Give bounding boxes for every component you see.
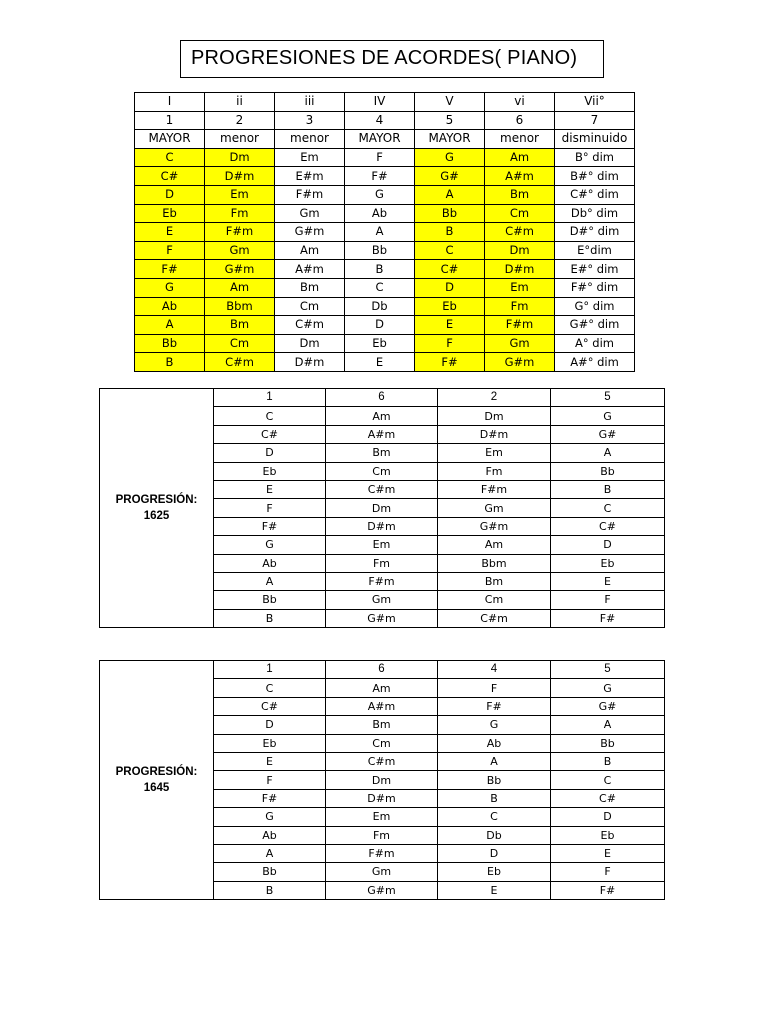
chord-cell: F#m	[275, 185, 345, 204]
table-row	[135, 167, 635, 186]
chord-cell: C	[135, 148, 205, 167]
chord-cell: Cm	[485, 204, 555, 223]
table-row	[135, 260, 635, 279]
chord-cell: Am	[326, 679, 438, 697]
chord-cell: Fm	[485, 297, 555, 316]
chord-cell: E#m	[275, 167, 345, 186]
chord-cell: Gm	[326, 863, 438, 881]
chord-cell: C#	[551, 789, 665, 807]
chord-cell: A#m	[326, 697, 438, 715]
chord-cell: G	[551, 407, 665, 425]
chord-cell: Bb	[214, 591, 326, 609]
chord-cell: Em	[438, 444, 551, 462]
chord-cell: D	[415, 278, 485, 297]
chord-cell: G° dim	[555, 297, 635, 316]
chord-cell: C#	[214, 425, 326, 443]
chord-cell: G#° dim	[555, 316, 635, 335]
progression-label	[100, 661, 214, 900]
chord-cell: E°dim	[555, 241, 635, 260]
chord-cell: Cm	[205, 334, 275, 353]
degree-header-cell: 4	[438, 661, 551, 679]
chord-cell: Gm	[485, 334, 555, 353]
chord-cell: E	[551, 844, 665, 862]
chord-cell: C#	[135, 167, 205, 186]
chord-cell: C#° dim	[555, 185, 635, 204]
chord-cell: Cm	[438, 591, 551, 609]
chord-cell: C	[415, 241, 485, 260]
progression-label-number: 1625	[143, 510, 170, 523]
header-cell: menor	[485, 130, 555, 149]
chord-cell: A#m	[326, 425, 438, 443]
degree-header-cell: 5	[551, 389, 665, 407]
chord-cell: D#m	[485, 260, 555, 279]
chord-cell: Cm	[326, 734, 438, 752]
chord-cell: D#m	[326, 789, 438, 807]
chord-cell: A	[214, 572, 326, 590]
chord-cell: Gm	[326, 591, 438, 609]
chord-cell: E	[214, 752, 326, 770]
chord-cell: Ab	[135, 297, 205, 316]
chord-cell: G#m	[326, 609, 438, 627]
chord-cell: D	[551, 536, 665, 554]
header-cell: 3	[275, 111, 345, 130]
chord-cell: G	[345, 185, 415, 204]
chord-cell: G#m	[485, 353, 555, 372]
chord-cell: A	[135, 316, 205, 335]
chord-cell: G#m	[275, 223, 345, 242]
header-cell: ii	[205, 93, 275, 112]
chord-cell: F#	[345, 167, 415, 186]
chord-cell: D	[214, 716, 326, 734]
degree-header-cell: 1	[214, 389, 326, 407]
chord-cell: Eb	[345, 334, 415, 353]
chord-cell: F#m	[205, 223, 275, 242]
chord-cell: Bb	[214, 863, 326, 881]
chord-cell: E	[415, 316, 485, 335]
chord-cell: Fm	[438, 462, 551, 480]
chord-cell: E	[551, 572, 665, 590]
chord-cell: B	[415, 223, 485, 242]
chord-cell: G	[214, 536, 326, 554]
chord-cell: A	[214, 844, 326, 862]
header-cell: menor	[205, 130, 275, 149]
header-cell: I	[135, 93, 205, 112]
chord-cell: Em	[326, 808, 438, 826]
chord-cell: A	[345, 223, 415, 242]
chord-cell: Bm	[326, 716, 438, 734]
chord-cell: G#	[551, 697, 665, 715]
chord-cell: Am	[275, 241, 345, 260]
header-cell: IV	[345, 93, 415, 112]
chord-cell: Bm	[326, 444, 438, 462]
chord-cell: D#m	[438, 425, 551, 443]
chord-cell: G#	[551, 425, 665, 443]
header-cell: V	[415, 93, 485, 112]
chord-cell: D	[135, 185, 205, 204]
chord-cell: C	[438, 808, 551, 826]
header-cell: MAYOR	[415, 130, 485, 149]
chord-cell: F	[214, 771, 326, 789]
table-row	[135, 185, 635, 204]
chord-cell: F	[438, 679, 551, 697]
chord-cell: G	[135, 278, 205, 297]
chord-cell: Dm	[275, 334, 345, 353]
chord-cell: D	[214, 444, 326, 462]
chord-cell: A	[551, 444, 665, 462]
chord-cell: E	[214, 480, 326, 498]
chord-cell: Eb	[214, 462, 326, 480]
chord-cell: F#° dim	[555, 278, 635, 297]
chord-cell: F#	[551, 881, 665, 899]
chord-cell: Dm	[326, 771, 438, 789]
degree-header-cell: 6	[326, 661, 438, 679]
chord-cell: Bbm	[438, 554, 551, 572]
chord-cell: Am	[205, 278, 275, 297]
chord-cell: C#m	[438, 609, 551, 627]
chord-cell: Eb	[438, 863, 551, 881]
chord-cell: D	[345, 316, 415, 335]
chord-cell: G#m	[438, 517, 551, 535]
chord-cell: F#m	[485, 316, 555, 335]
chord-cell: G	[551, 679, 665, 697]
chord-cell: G#m	[205, 260, 275, 279]
chord-cell: Em	[205, 185, 275, 204]
chord-cell: Fm	[205, 204, 275, 223]
chord-cell: F#m	[326, 572, 438, 590]
chord-cell: F#	[135, 260, 205, 279]
header-row	[100, 389, 665, 407]
chord-cell: Am	[438, 536, 551, 554]
degree-header-cell: 5	[551, 661, 665, 679]
chord-cell: Bbm	[205, 297, 275, 316]
chord-cell: B	[135, 353, 205, 372]
chord-cell: Cm	[326, 462, 438, 480]
chord-cell: Bm	[275, 278, 345, 297]
chord-cell: F	[214, 499, 326, 517]
chord-cell: Bb	[551, 734, 665, 752]
chord-cell: Dm	[326, 499, 438, 517]
chord-cell: A#° dim	[555, 353, 635, 372]
chord-cell: A#m	[485, 167, 555, 186]
chord-cell: Am	[326, 407, 438, 425]
header-row	[135, 130, 635, 149]
chord-cell: B	[438, 789, 551, 807]
chord-cell: Ab	[214, 826, 326, 844]
degree-header-cell: 6	[326, 389, 438, 407]
chord-cell: A	[438, 752, 551, 770]
chord-cell: Gm	[438, 499, 551, 517]
chord-cell: E	[438, 881, 551, 899]
chord-cell: B	[214, 881, 326, 899]
chord-cell: Eb	[415, 297, 485, 316]
chord-cell: D#° dim	[555, 223, 635, 242]
table-row	[135, 148, 635, 167]
chord-cell: Bm	[205, 316, 275, 335]
table-row	[135, 316, 635, 335]
progression-label	[100, 389, 214, 628]
chord-cell: Eb	[135, 204, 205, 223]
table-row	[135, 241, 635, 260]
chord-cell: F#	[438, 697, 551, 715]
header-cell: 2	[205, 111, 275, 130]
chord-cell: E	[345, 353, 415, 372]
chord-cell: E#° dim	[555, 260, 635, 279]
chord-cell: Ab	[438, 734, 551, 752]
chord-cell: C	[551, 771, 665, 789]
chord-cell: D#m	[326, 517, 438, 535]
header-row	[135, 93, 635, 112]
chord-cell: F	[415, 334, 485, 353]
chord-cell: Ab	[214, 554, 326, 572]
chord-cell: C#m	[275, 316, 345, 335]
header-cell: 4	[345, 111, 415, 130]
table-row	[135, 297, 635, 316]
header-cell: MAYOR	[345, 130, 415, 149]
chord-cell: C#	[551, 517, 665, 535]
progression-label-title: PROGRESIÓN:	[115, 494, 198, 507]
chord-cell: C#	[415, 260, 485, 279]
chord-cell: Em	[485, 278, 555, 297]
chord-cell: Dm	[438, 407, 551, 425]
chord-cell: C#m	[326, 752, 438, 770]
chord-cell: F	[135, 241, 205, 260]
chord-cell: C#m	[326, 480, 438, 498]
chord-cell: Dm	[205, 148, 275, 167]
chord-cell: G	[214, 808, 326, 826]
header-cell: Vii°	[555, 93, 635, 112]
progression-label-title: PROGRESIÓN:	[115, 766, 198, 779]
header-cell: 6	[485, 111, 555, 130]
header-row	[100, 661, 665, 679]
chord-cell: C	[214, 407, 326, 425]
chord-cell: Am	[485, 148, 555, 167]
table-row	[135, 223, 635, 242]
chord-cell: F	[551, 863, 665, 881]
degree-header-cell: 1	[214, 661, 326, 679]
chord-cell: D	[551, 808, 665, 826]
header-row	[135, 111, 635, 130]
chord-cell: Em	[275, 148, 345, 167]
progression-label-number: 1645	[143, 782, 170, 795]
chord-cell: Bb	[135, 334, 205, 353]
chord-cell: D#m	[205, 167, 275, 186]
chord-cell: Eb	[551, 826, 665, 844]
chord-cell: G	[415, 148, 485, 167]
table-row	[135, 204, 635, 223]
table-row	[135, 334, 635, 353]
chord-cell: F#	[415, 353, 485, 372]
chord-cell: B	[214, 609, 326, 627]
header-cell: MAYOR	[135, 130, 205, 149]
chord-cell: G#m	[326, 881, 438, 899]
chord-cell: C	[345, 278, 415, 297]
header-cell: iii	[275, 93, 345, 112]
chord-cell: Dm	[485, 241, 555, 260]
chord-cell: C#m	[485, 223, 555, 242]
chord-cell: B	[345, 260, 415, 279]
chord-cell: F#m	[326, 844, 438, 862]
chord-cell: C	[214, 679, 326, 697]
chord-cell: A	[551, 716, 665, 734]
chord-cell: F	[551, 591, 665, 609]
chord-cell: Gm	[205, 241, 275, 260]
chord-cell: B	[551, 752, 665, 770]
chord-cell: Bm	[485, 185, 555, 204]
chord-cell: Gm	[275, 204, 345, 223]
chord-cell: Eb	[214, 734, 326, 752]
chord-cell: F#	[214, 517, 326, 535]
chord-cell: F#	[551, 609, 665, 627]
chord-cell: C#	[214, 697, 326, 715]
chord-cell: Fm	[326, 554, 438, 572]
chord-cell: G	[438, 716, 551, 734]
chord-cell: Bb	[551, 462, 665, 480]
header-cell: 7	[555, 111, 635, 130]
chord-cell: Db	[345, 297, 415, 316]
chord-cell: Fm	[326, 826, 438, 844]
header-cell: disminuido	[555, 130, 635, 149]
header-cell: 5	[415, 111, 485, 130]
degree-header-cell: 2	[438, 389, 551, 407]
table-row	[135, 353, 635, 372]
chord-cell: F	[345, 148, 415, 167]
chord-cell: F#	[214, 789, 326, 807]
page-title: PROGRESIONES DE ACORDES( PIANO)	[191, 47, 578, 69]
chord-cell: E	[135, 223, 205, 242]
chord-cell: D#m	[275, 353, 345, 372]
chord-cell: Ab	[345, 204, 415, 223]
chord-cell: B#° dim	[555, 167, 635, 186]
header-cell: menor	[275, 130, 345, 149]
chord-cell: B° dim	[555, 148, 635, 167]
chord-cell: F#m	[438, 480, 551, 498]
chord-cell: Bb	[438, 771, 551, 789]
chord-cell: Db	[438, 826, 551, 844]
chord-cell: Cm	[275, 297, 345, 316]
page-title-box	[180, 40, 604, 78]
chord-cell: G#	[415, 167, 485, 186]
progression-1645-table	[99, 660, 665, 900]
progression-1625-table	[99, 388, 665, 628]
header-cell: vi	[485, 93, 555, 112]
chord-scale-table	[134, 92, 635, 372]
chord-cell: Bb	[415, 204, 485, 223]
chord-cell: A#m	[275, 260, 345, 279]
chord-cell: Db° dim	[555, 204, 635, 223]
chord-cell: Em	[326, 536, 438, 554]
chord-cell: Bb	[345, 241, 415, 260]
chord-cell: Bm	[438, 572, 551, 590]
chord-cell: A° dim	[555, 334, 635, 353]
table-row	[135, 278, 635, 297]
chord-cell: A	[415, 185, 485, 204]
chord-cell: D	[438, 844, 551, 862]
chord-cell: C#m	[205, 353, 275, 372]
chord-cell: C	[551, 499, 665, 517]
chord-cell: B	[551, 480, 665, 498]
chord-cell: Eb	[551, 554, 665, 572]
header-cell: 1	[135, 111, 205, 130]
